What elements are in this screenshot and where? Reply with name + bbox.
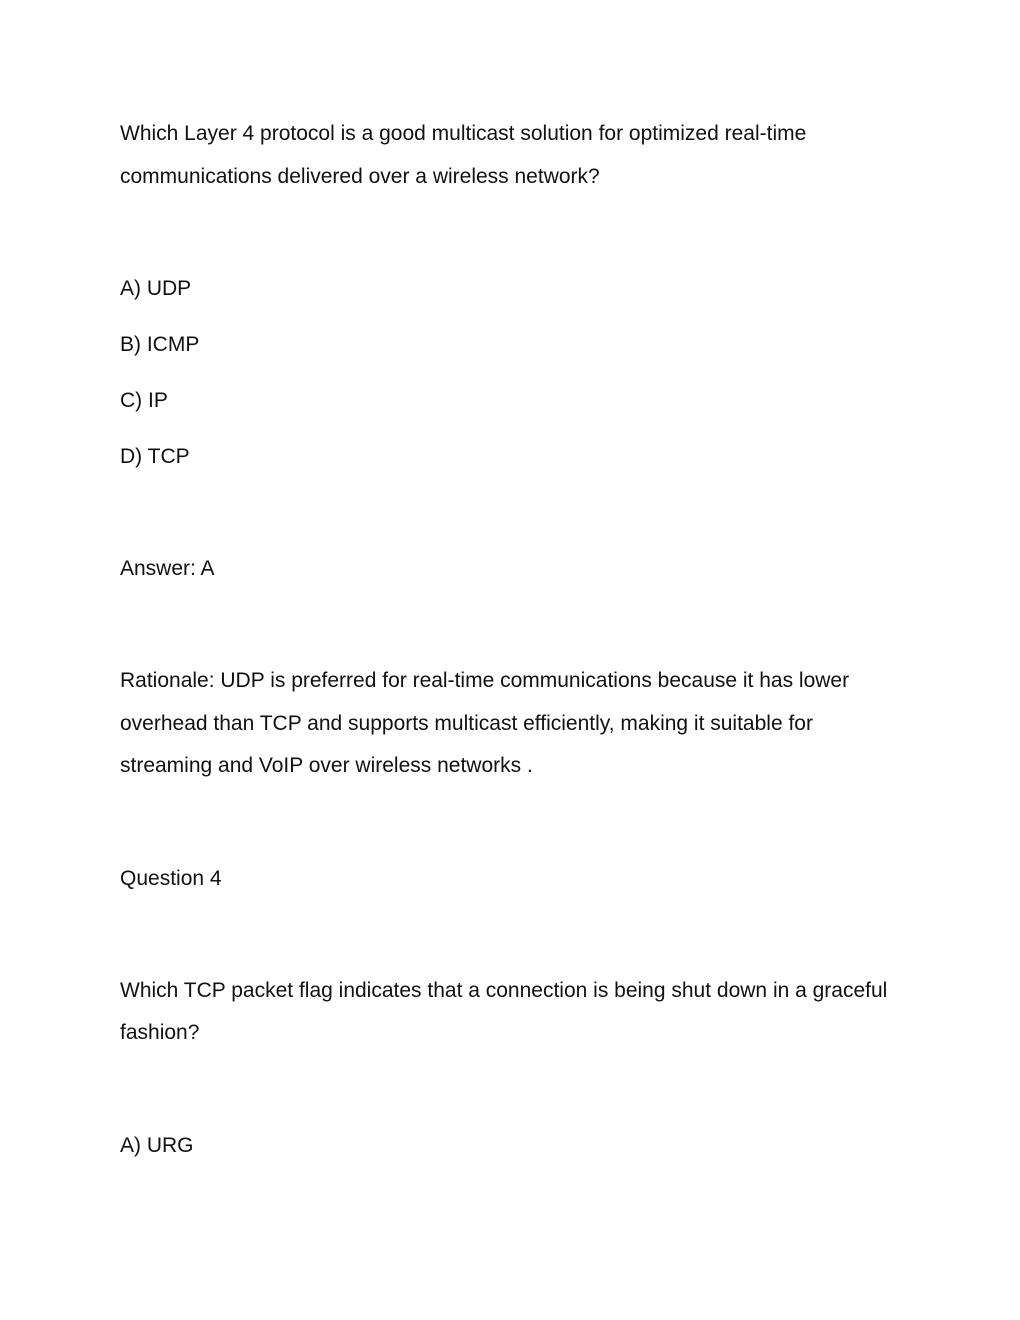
question-3-option-c: C) IP — [120, 389, 168, 412]
question-3-rationale-line-3: streaming and VoIP over wireless networks . — [120, 754, 533, 777]
question-3-text-line-1: Which Layer 4 protocol is a good multicast solution for optimized real-time — [120, 122, 807, 145]
question-4-option-a: A) URG — [120, 1134, 194, 1157]
question-3-option-d: D) TCP — [120, 445, 190, 468]
question-3-option-b: B) ICMP — [120, 333, 200, 356]
question-4-heading: Question 4 — [120, 867, 222, 890]
question-3-option-a: A) UDP — [120, 277, 192, 300]
question-3-answer: Answer: A — [120, 557, 215, 580]
question-3-rationale-line-2: overhead than TCP and supports multicast efficiently, making it suitable for — [120, 712, 813, 735]
question-3-text-line-2: communications delivered over a wireless network? — [120, 165, 600, 188]
question-4-text-line-2: fashion? — [120, 1021, 200, 1044]
question-3-rationale-line-1: Rationale: UDP is preferred for real-time communications because it has lower — [120, 669, 850, 692]
question-4-text-line-1: Which TCP packet flag indicates that a connection is being shut down in a graceful — [120, 979, 888, 1002]
